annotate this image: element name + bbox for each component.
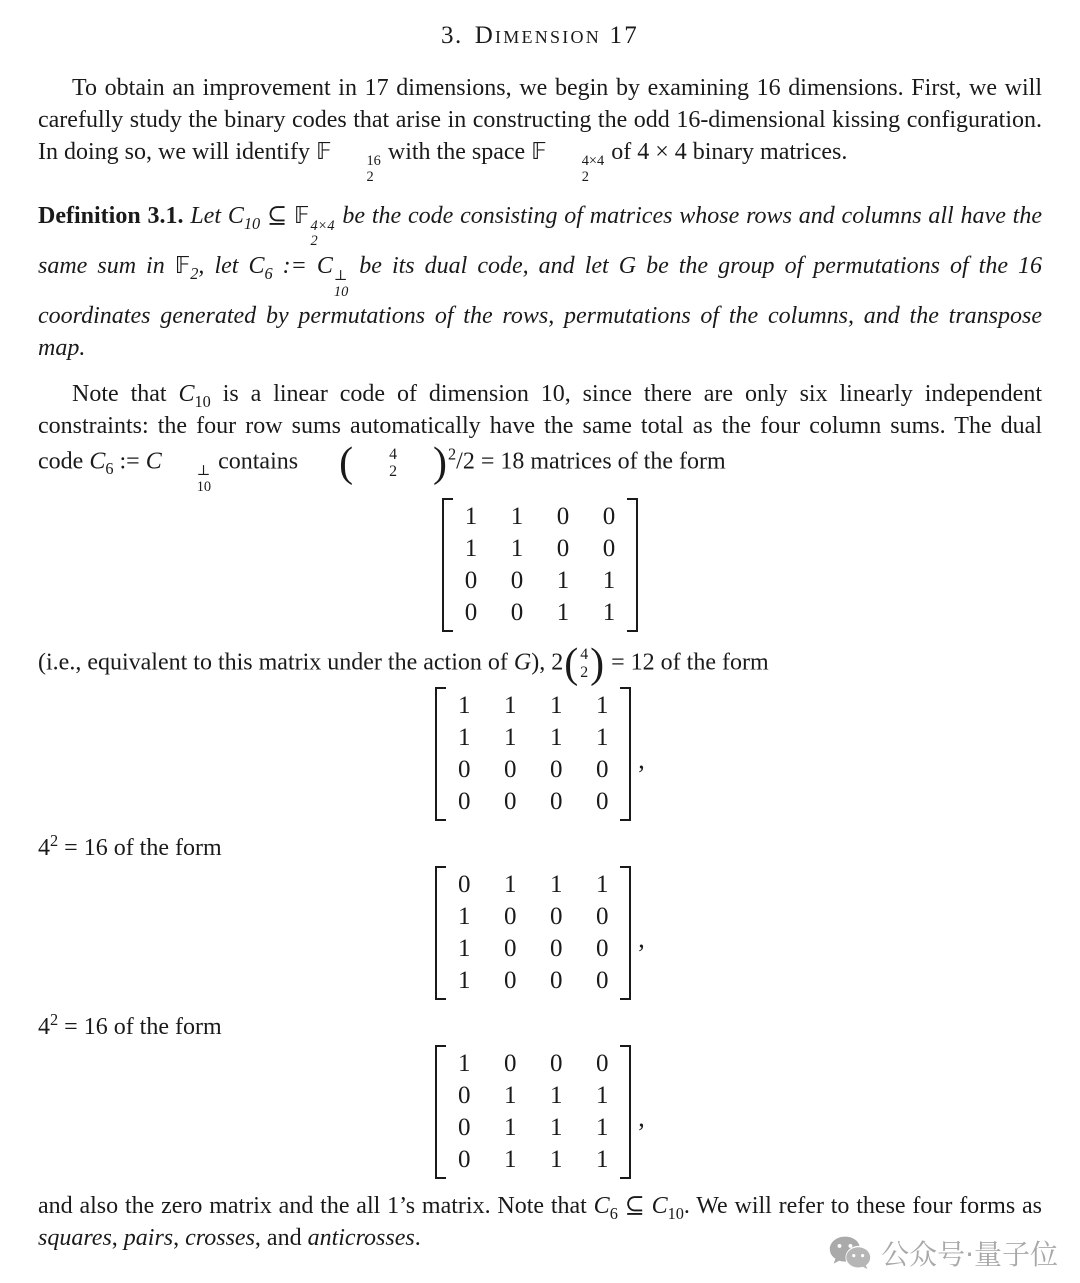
matrix-pairs xyxy=(446,687,620,821)
matrix-cell: 1 xyxy=(556,598,570,626)
matrix-anticrosses xyxy=(446,1045,620,1179)
matrix-cell: 1 xyxy=(550,870,563,898)
definition-3-1: Definition 3.1. Let $C_{10}$ ⊆ 𝔽 4×4 2 be the code consisting of matrices whose rows and columns all have the same sum in 𝔽$_2$, let $C_6$ := C ⊥ 10 be its dual code, and let G be the group of permutations of the 16 coordinates generated by permutations of the rows, permutations of the columns, and the transpose map. xyxy=(38,203,1042,362)
right-bracket xyxy=(627,498,638,632)
matrix-cell: 0 xyxy=(596,902,609,930)
paragraph-equivalent: (i.e., equivalent to this matrix under the action of G), 2 ( 4 2 ) = 12 of the form xyxy=(38,640,769,687)
matrix-cell: 1 xyxy=(510,534,524,562)
matrix-cell: 0 xyxy=(550,755,563,783)
matrix-cell: 0 xyxy=(510,598,524,626)
matrix-cell: 1 xyxy=(504,691,517,719)
matrix-cell: 1 xyxy=(458,934,471,962)
matrix-cell: 0 xyxy=(510,566,524,594)
matrix-cell: 1 xyxy=(458,966,471,994)
matrix-display-anticrosses xyxy=(38,1045,1042,1186)
matrix-cell: 0 xyxy=(550,902,563,930)
matrix-cell: 1 xyxy=(550,1113,563,1141)
comma: , xyxy=(638,1102,645,1132)
paragraph-note: Note that $C_{10}$ is a linear code of dimension 10, since there are only six linearly independent constraints: the four row sums automatically have the same total as the four column sums. The dual code $C_6$ := C ⊥ 10 contains ( 4 2 ) $^2$/2 = 18 matrices of the form xyxy=(38,381,1042,496)
left-bracket xyxy=(435,687,446,821)
watermark-text: 公众号·量子位 xyxy=(881,1238,1058,1271)
matrix-cell: 1 xyxy=(458,1049,471,1077)
matrix-cell: 0 xyxy=(596,787,609,815)
section-number: 3. xyxy=(440,22,463,49)
matrix-cell: 0 xyxy=(464,598,478,626)
matrix-cell: 0 xyxy=(504,1049,517,1077)
matrix-cell: 1 xyxy=(458,691,471,719)
matrix-cell: 0 xyxy=(550,1049,563,1077)
matrix-cell: 1 xyxy=(602,566,616,594)
right-bracket xyxy=(620,687,631,821)
matrix-cell: 1 xyxy=(504,1081,517,1109)
matrix-cell: 0 xyxy=(458,870,471,898)
matrix-cell: 1 xyxy=(550,691,563,719)
right-bracket xyxy=(620,1045,631,1179)
matrix-cell: 1 xyxy=(504,1113,517,1141)
matrix-cell: 1 xyxy=(596,870,609,898)
matrix-cell: 1 xyxy=(510,502,524,530)
matrix-cell: 1 xyxy=(464,534,478,562)
matrix-cell: 1 xyxy=(596,691,609,719)
matrix-crosses xyxy=(446,866,620,1000)
matrix-cell: 1 xyxy=(602,598,616,626)
matrix-display-pairs xyxy=(38,687,1042,828)
matrix-cell: 0 xyxy=(556,534,570,562)
right-bracket xyxy=(620,866,631,1000)
section-heading xyxy=(38,22,1042,50)
paragraph-closing: and also the zero matrix and the all 1’s matrix. Note that $C_6$ ⊆ $C_{10}$. We will refer to these four forms as squares, pairs, crosses, and anticrosses. xyxy=(38,1192,1042,1251)
comma: , xyxy=(638,744,645,774)
matrix-squares xyxy=(453,498,627,632)
comma: , xyxy=(638,923,645,953)
matrix-cell: 0 xyxy=(602,534,616,562)
matrix-display-squares xyxy=(38,498,1042,639)
matrix-cell: 0 xyxy=(596,1049,609,1077)
matrix-cell: 1 xyxy=(550,1081,563,1109)
matrix-cell: 1 xyxy=(504,870,517,898)
paragraph-crosses-count: $4^2 = 16$ of the form xyxy=(38,830,222,861)
matrix-display-crosses xyxy=(38,866,1042,1007)
matrix-cell: 1 xyxy=(596,1145,609,1173)
matrix-cell: 1 xyxy=(458,723,471,751)
matrix-cell: 0 xyxy=(550,966,563,994)
matrix-cell: 0 xyxy=(556,502,570,530)
left-bracket xyxy=(442,498,453,632)
matrix-cell: 1 xyxy=(464,502,478,530)
matrix-cell: 0 xyxy=(550,787,563,815)
matrix-cell: 0 xyxy=(550,934,563,962)
matrix-cell: 1 xyxy=(504,723,517,751)
matrix-cell: 0 xyxy=(458,1145,471,1173)
matrix-cell: 1 xyxy=(504,1145,517,1173)
section-title: Dimension 17 xyxy=(474,22,640,49)
matrix-cell: 0 xyxy=(596,934,609,962)
matrix-cell: 0 xyxy=(504,934,517,962)
matrix-cell: 1 xyxy=(550,723,563,751)
matrix-cell: 0 xyxy=(458,1113,471,1141)
matrix-cell: 0 xyxy=(458,787,471,815)
matrix-cell: 1 xyxy=(458,902,471,930)
paragraph-anticrosses-count: $4^2 = 16$ of the form xyxy=(38,1009,222,1040)
matrix-cell: 1 xyxy=(596,1113,609,1141)
left-bracket xyxy=(435,1045,446,1179)
matrix-cell: 0 xyxy=(458,1081,471,1109)
matrix-cell: 0 xyxy=(504,755,517,783)
matrix-cell: 0 xyxy=(504,787,517,815)
left-bracket xyxy=(435,866,446,1000)
matrix-cell: 1 xyxy=(596,1081,609,1109)
matrix-cell: 0 xyxy=(596,755,609,783)
matrix-cell: 1 xyxy=(550,1145,563,1173)
matrix-cell: 0 xyxy=(464,566,478,594)
matrix-cell: 1 xyxy=(556,566,570,594)
paragraph-intro: To obtain an improvement in 17 dimensions, we begin by examining 16 dimensions. First, we will carefully study the binary codes that arise in constructing the odd 16-dimensional kissing configuration. In doing so, we will identify 𝔽 16 2 with the space 𝔽 4×4 2 of 4 × 4 binary matrices. xyxy=(38,75,1042,186)
matrix-cell: 0 xyxy=(458,755,471,783)
matrix-cell: 0 xyxy=(602,502,616,530)
matrix-cell: 0 xyxy=(504,966,517,994)
matrix-cell: 1 xyxy=(596,723,609,751)
matrix-cell: 0 xyxy=(596,966,609,994)
matrix-cell: 0 xyxy=(504,902,517,930)
